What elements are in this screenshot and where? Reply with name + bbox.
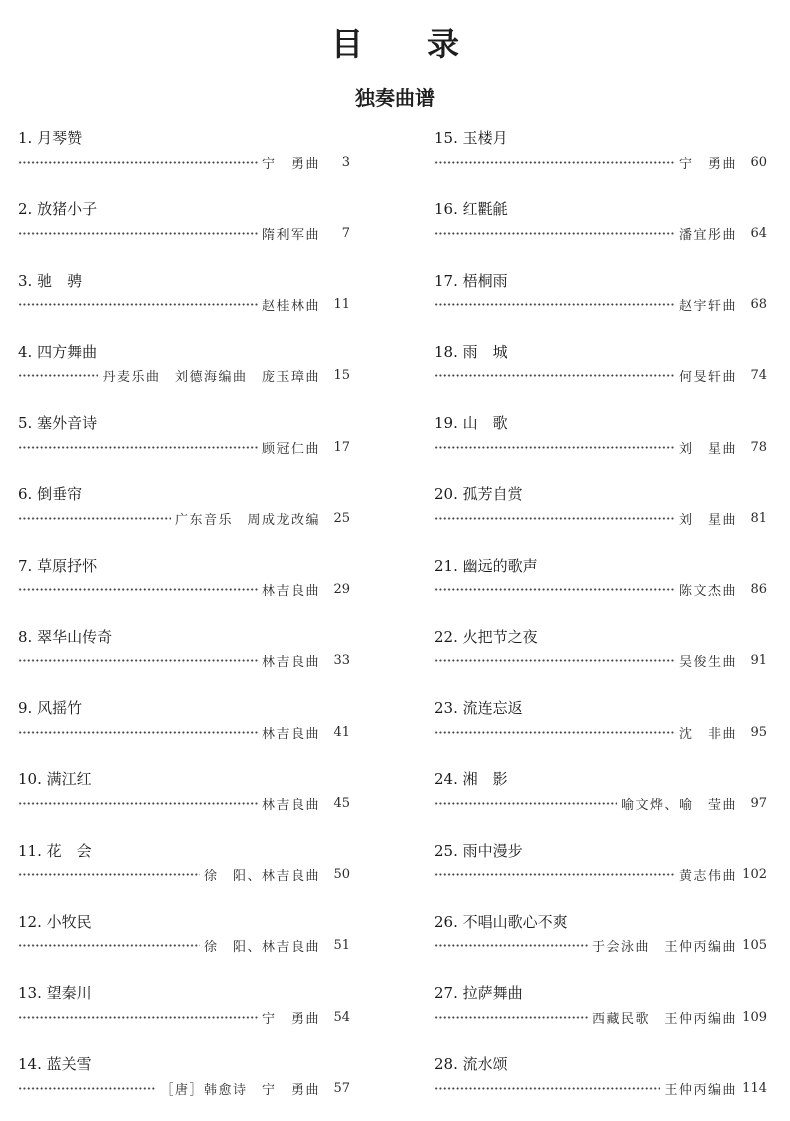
page-title: 目 录 xyxy=(330,25,475,63)
entry-title xyxy=(434,271,767,291)
entry-title xyxy=(18,556,350,576)
entry-credit: 林吉良曲 xyxy=(261,726,320,742)
entry-title xyxy=(18,627,350,647)
entry-credit: 王仲丙编曲 xyxy=(664,1082,737,1098)
entry-leader-row xyxy=(434,936,767,956)
entry-number: 11. xyxy=(18,841,42,860)
entry-title xyxy=(434,342,767,362)
entry-page-number: 57 xyxy=(333,1080,350,1096)
entry-page-number: 51 xyxy=(333,938,350,954)
entry-name: 火把节之夜 xyxy=(462,627,538,646)
entry-credit: 林吉良曲 xyxy=(261,584,320,599)
entry-credit: 刘 星曲 xyxy=(678,441,737,457)
entry-credit: 宁 勇曲 xyxy=(678,156,737,172)
entry-title xyxy=(434,128,767,148)
entry-title xyxy=(434,627,767,647)
entry-number: 12. xyxy=(18,912,42,931)
entry-name: 孤芳自赏 xyxy=(462,485,523,504)
entry-page-number: 86 xyxy=(750,582,767,597)
entry-page-number: 25 xyxy=(333,510,350,526)
entry-credit: 何旻轩曲 xyxy=(678,370,737,386)
dot-leader xyxy=(434,659,675,662)
entry-name: 梧桐雨 xyxy=(462,271,508,290)
entry-name: 雨中漫步 xyxy=(462,841,523,860)
entry-title xyxy=(18,199,350,219)
entry-name: 望秦川 xyxy=(46,984,92,1002)
entry-page-number: 109 xyxy=(742,1009,767,1025)
entry-leader-row xyxy=(18,366,350,386)
entry-credit: 沈 非曲 xyxy=(678,726,737,742)
entry-name: 月琴赞 xyxy=(37,129,83,147)
toc-entry xyxy=(434,484,767,555)
entry-number: 9. xyxy=(18,699,33,717)
section-title: 独奏曲谱 xyxy=(355,86,435,110)
dot-leader xyxy=(18,1016,258,1019)
entry-leader-row xyxy=(434,223,767,243)
entry-name: 流连忘返 xyxy=(462,699,523,717)
toc-entry xyxy=(18,128,350,199)
entry-title xyxy=(434,556,767,576)
entry-name: 四方舞曲 xyxy=(37,342,98,361)
dot-leader xyxy=(18,517,171,520)
entry-number: 16. xyxy=(434,200,458,219)
entry-number: 7. xyxy=(18,556,33,575)
entry-name: 满江红 xyxy=(46,770,92,789)
entry-number: 26. xyxy=(434,912,458,931)
dot-leader xyxy=(18,232,258,235)
entry-leader-row xyxy=(434,793,767,813)
entry-number: 17. xyxy=(434,271,458,290)
entry-title xyxy=(18,698,350,718)
toc-entry xyxy=(18,698,350,769)
toc-column-right xyxy=(434,128,767,1102)
entry-leader-row xyxy=(18,1078,350,1098)
toc-entry xyxy=(434,342,767,413)
entry-name: 山 歌 xyxy=(462,414,508,432)
entry-leader-row xyxy=(18,223,350,243)
entry-number: 18. xyxy=(434,342,458,361)
entry-credit: 于会泳曲 王仲丙编曲 xyxy=(591,940,737,956)
toc-entry xyxy=(18,484,350,555)
entry-name: 风摇竹 xyxy=(37,699,83,717)
dot-leader xyxy=(434,944,588,947)
toc-entry xyxy=(434,983,767,1054)
entry-title xyxy=(18,841,350,861)
entry-page-number: 114 xyxy=(742,1080,767,1096)
entry-title xyxy=(18,484,350,504)
entry-name: 放猪小子 xyxy=(37,200,98,219)
entry-leader-row xyxy=(434,366,767,386)
entry-title xyxy=(18,342,350,362)
toc-entry xyxy=(434,627,767,698)
dot-leader xyxy=(18,446,258,449)
entry-credit: 赵桂林曲 xyxy=(261,299,320,314)
entry-number: 23. xyxy=(434,699,458,717)
entry-leader-row xyxy=(434,295,767,315)
entry-leader-row xyxy=(434,865,767,885)
toc-column-left xyxy=(18,128,350,1102)
entry-number: 22. xyxy=(434,627,458,646)
entry-page-number: 68 xyxy=(750,297,767,312)
dot-leader xyxy=(434,873,675,876)
entry-name: 蓝关雪 xyxy=(46,1055,92,1074)
toc-entry xyxy=(434,271,767,342)
dot-leader xyxy=(18,588,258,591)
entry-title xyxy=(18,912,350,932)
entry-page-number: 91 xyxy=(750,653,767,669)
dot-leader xyxy=(434,161,675,164)
entry-page-number: 81 xyxy=(750,510,767,526)
entry-title xyxy=(18,413,350,433)
toc-entry xyxy=(18,199,350,270)
entry-credit: ［唐］韩愈诗 宁 勇曲 xyxy=(160,1082,320,1098)
entry-credit: 潘宜彤曲 xyxy=(678,227,737,243)
dot-leader xyxy=(434,802,617,805)
entry-leader-row xyxy=(18,936,350,956)
dot-leader xyxy=(18,303,258,306)
entry-title xyxy=(434,769,767,789)
dot-leader xyxy=(434,303,675,306)
entry-title xyxy=(434,698,767,718)
entry-name: 流水颂 xyxy=(462,1055,508,1074)
entry-leader-row xyxy=(18,722,350,742)
dot-leader xyxy=(434,1087,660,1090)
toc-entry xyxy=(434,769,767,840)
dot-leader xyxy=(18,659,258,662)
entry-page-number: 60 xyxy=(750,154,767,170)
dot-leader xyxy=(18,731,258,734)
entry-page-number: 54 xyxy=(333,1009,350,1025)
entry-number: 3. xyxy=(18,271,33,290)
entry-name: 驰 骋 xyxy=(37,271,83,290)
entry-title xyxy=(18,983,350,1003)
entry-leader-row xyxy=(434,651,767,671)
toc-entry xyxy=(434,912,767,983)
entry-title xyxy=(434,413,767,433)
entry-page-number: 7 xyxy=(341,225,350,241)
entry-name: 湘 影 xyxy=(462,770,508,789)
entry-credit: 宁 勇曲 xyxy=(261,156,320,172)
entry-leader-row xyxy=(18,295,350,315)
entry-page-number: 3 xyxy=(341,154,350,170)
entry-credit: 林吉良曲 xyxy=(261,655,320,671)
dot-leader xyxy=(434,731,675,734)
entry-page-number: 95 xyxy=(750,724,767,740)
entry-name: 不唱山歌心不爽 xyxy=(462,912,568,931)
dot-leader xyxy=(434,232,675,235)
entry-page-number: 15 xyxy=(333,368,350,384)
entry-name: 玉楼月 xyxy=(462,129,508,147)
toc-entry xyxy=(18,413,350,484)
entry-title xyxy=(434,983,767,1003)
entry-name: 红氍毹 xyxy=(462,200,508,219)
entry-number: 6. xyxy=(18,485,33,504)
entry-credit: 刘 星曲 xyxy=(678,512,737,528)
dot-leader xyxy=(434,1016,588,1019)
dot-leader xyxy=(434,374,675,377)
toc-entry xyxy=(18,983,350,1054)
entry-number: 21. xyxy=(434,556,458,575)
entry-title xyxy=(434,199,767,219)
toc-entry xyxy=(434,128,767,199)
toc-entry xyxy=(434,199,767,270)
dot-leader xyxy=(18,374,98,377)
entry-number: 2. xyxy=(18,200,33,219)
toc-entry xyxy=(434,556,767,627)
entry-credit: 隋利军曲 xyxy=(261,227,320,243)
entry-title xyxy=(434,912,767,932)
entry-number: 19. xyxy=(434,414,458,432)
entry-leader-row xyxy=(18,651,350,671)
entry-leader-row xyxy=(18,152,350,172)
entry-number: 13. xyxy=(18,984,42,1002)
toc-entry xyxy=(18,912,350,983)
entry-page-number: 78 xyxy=(750,439,767,455)
entry-name: 草原抒怀 xyxy=(37,556,98,575)
entry-credit: 吴俊生曲 xyxy=(678,655,737,671)
entry-credit: 林吉良曲 xyxy=(261,797,320,813)
entry-credit: 陈文杰曲 xyxy=(678,584,737,599)
entry-page-number: 105 xyxy=(742,938,767,954)
entry-name: 雨 城 xyxy=(462,342,508,361)
entry-credit: 赵宇轩曲 xyxy=(678,299,737,314)
entry-credit: 喻文烨、喻 莹曲 xyxy=(620,797,737,813)
entry-page-number: 29 xyxy=(333,582,350,597)
entry-title xyxy=(18,128,350,148)
entry-number: 1. xyxy=(18,129,33,147)
entry-name: 拉萨舞曲 xyxy=(462,984,523,1002)
entry-credit: 宁 勇曲 xyxy=(261,1011,320,1027)
entry-number: 15. xyxy=(434,129,458,147)
dot-leader xyxy=(434,446,675,449)
entry-title xyxy=(18,1054,350,1074)
entry-credit: 西藏民歌 王仲丙编曲 xyxy=(591,1011,737,1027)
dot-leader xyxy=(18,944,200,947)
entry-credit: 黄志伟曲 xyxy=(678,869,737,884)
entry-name: 塞外音诗 xyxy=(37,414,98,432)
entry-title xyxy=(18,769,350,789)
entry-number: 14. xyxy=(18,1055,42,1074)
entry-page-number: 50 xyxy=(333,867,350,882)
entry-leader-row xyxy=(18,1007,350,1027)
toc-entry xyxy=(18,769,350,840)
dot-leader xyxy=(434,517,675,520)
entry-page-number: 64 xyxy=(750,225,767,241)
toc-entry xyxy=(434,413,767,484)
toc-entry xyxy=(18,342,350,413)
entry-leader-row xyxy=(434,1007,767,1027)
dot-leader xyxy=(18,1087,156,1090)
dot-leader xyxy=(18,802,258,805)
entry-leader-row xyxy=(434,437,767,457)
entry-leader-row xyxy=(18,865,350,885)
entry-title xyxy=(434,1054,767,1074)
toc-entry xyxy=(18,627,350,698)
entry-name: 花 会 xyxy=(46,841,92,860)
entry-number: 24. xyxy=(434,770,458,789)
entry-leader-row xyxy=(18,793,350,813)
toc-entry xyxy=(434,841,767,912)
entry-number: 5. xyxy=(18,414,33,432)
entry-leader-row xyxy=(18,437,350,457)
toc-entry xyxy=(434,698,767,769)
entry-page-number: 33 xyxy=(333,653,350,669)
entry-page-number: 17 xyxy=(333,439,350,455)
toc-entry xyxy=(18,1054,350,1102)
entry-page-number: 11 xyxy=(333,297,350,312)
entry-page-number: 102 xyxy=(742,867,767,882)
entry-title xyxy=(434,841,767,861)
entry-title xyxy=(434,484,767,504)
entry-number: 25. xyxy=(434,841,458,860)
entry-number: 27. xyxy=(434,984,458,1002)
entry-number: 20. xyxy=(434,485,458,504)
toc-entry xyxy=(18,271,350,342)
toc-entry xyxy=(18,841,350,912)
entry-credit: 顾冠仁曲 xyxy=(261,441,320,457)
entry-leader-row xyxy=(434,508,767,528)
entry-number: 8. xyxy=(18,627,33,646)
toc-entry xyxy=(434,1054,767,1102)
entry-name: 幽远的歌声 xyxy=(462,556,538,575)
toc-entry xyxy=(18,556,350,627)
entry-leader-row xyxy=(18,580,350,600)
entry-credit: 广东音乐 周成龙改编 xyxy=(174,512,320,528)
entry-page-number: 45 xyxy=(333,795,350,811)
dot-leader xyxy=(18,161,258,164)
entry-name: 倒垂帘 xyxy=(37,485,83,504)
entry-page-number: 74 xyxy=(750,368,767,384)
entry-leader-row xyxy=(434,580,767,600)
entry-credit: 徐 阳、林吉良曲 xyxy=(203,869,320,884)
entry-page-number: 41 xyxy=(333,724,350,740)
entry-name: 翠华山传奇 xyxy=(37,627,113,646)
entry-leader-row xyxy=(434,152,767,172)
entry-name: 小牧民 xyxy=(46,912,92,931)
entry-number: 28. xyxy=(434,1055,458,1074)
entry-title xyxy=(18,271,350,291)
dot-leader xyxy=(434,588,675,591)
entry-leader-row xyxy=(434,722,767,742)
dot-leader xyxy=(18,873,200,876)
entry-credit: 丹麦乐曲 刘德海编曲 庞玉璋曲 xyxy=(102,370,320,386)
entry-page-number: 97 xyxy=(750,795,767,811)
entry-number: 4. xyxy=(18,342,33,361)
entry-credit: 徐 阳、林吉良曲 xyxy=(203,940,320,956)
entry-leader-row xyxy=(434,1078,767,1098)
entry-number: 10. xyxy=(18,770,42,789)
entry-leader-row xyxy=(18,508,350,528)
